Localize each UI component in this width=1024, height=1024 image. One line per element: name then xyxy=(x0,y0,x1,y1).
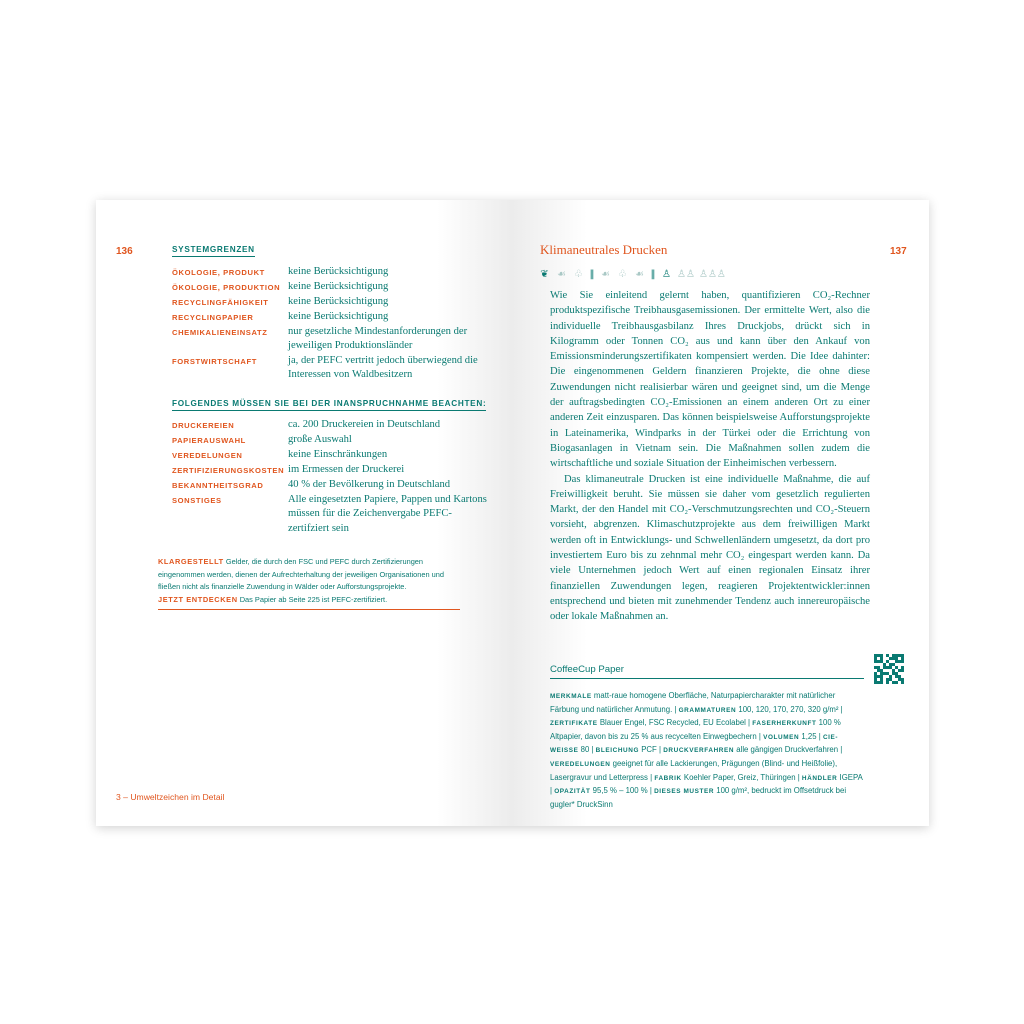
spec-separator: | xyxy=(838,704,843,714)
discover-label: JETZT ENTDECKEN xyxy=(158,594,238,604)
clarified-text: Gelder, die durch den FSC und PEFC durch Zertifizierungen eingenommen werden, dienen der Aufrechterhaltung der jeweiligen Organisationen und fließen nicht als finanzielle Zuwendung in Wälder oder Aufforstungsprojekte. xyxy=(158,557,444,592)
spec-label: VEREDELUNGEN xyxy=(550,760,611,768)
row-value: große Auswahl xyxy=(288,434,352,445)
hand-giving-icon: ☙ xyxy=(635,269,644,280)
row-label: VEREDELUNGEN xyxy=(172,451,243,460)
spec-label: VOLUMEN xyxy=(763,733,800,741)
paper-name: CoffeeCup Paper xyxy=(550,664,864,679)
people-group-icon: ♙♙ xyxy=(677,269,695,280)
paragraph-1: Wie Sie einleitend gelernt haben, quantifizieren CO₂-Rechner produktspezifische Treibhausgasemissionen. Der ermittelte Wert, also die individuelle Treibhausgasbilanz Ihres Druckjobs, drückt sich in Kilogramm oder Tonnen CO₂ aus und kann über den Ankauf von Emissionsminderungszertifikaten kompensiert werden. Die Idee dahinter: Die eingenommenen Geldern finanzieren Projekte, die ohne diese Zuwendungen nicht realisierbar wären und geeignet sind, um die Menge der auftragsbedingten CO₂-Emissionen an einem anderen Ort zu einer anderen Zeit einzusparen. Das können beispielsweise Aufforstungsprojekte in Lateinamerika, Windparks in der Türkei oder die Errichtung von Biogasanlagen in Vietnam sein. Die Maßnahmen sollen zudem die wirtschaftliche und soziale Situation der Einheimischen verbessern. xyxy=(550,290,870,470)
spec-separator: | xyxy=(838,745,843,755)
spec-label: FABRIK xyxy=(654,774,682,782)
hand-icon: ☙ xyxy=(557,269,566,280)
separator-icon: ‖ xyxy=(650,269,656,280)
row-value: im Ermessen der Druckerei xyxy=(288,464,405,475)
row-label: DRUCKEREIEN xyxy=(172,421,235,430)
clarified-label: KLARGESTELLT xyxy=(158,557,224,566)
spec-value: 80 xyxy=(578,745,590,755)
spec-separator: | xyxy=(647,786,655,796)
row-value: keine Einschränkungen xyxy=(288,449,388,460)
leaf-icon: ❦ xyxy=(540,269,549,280)
discover-note xyxy=(158,594,460,607)
page-number-left: 136 xyxy=(116,246,133,257)
spec-separator: | xyxy=(550,786,555,796)
spec-label: HÄNDLER xyxy=(801,774,838,782)
row-label: ÖKOLOGIE, PRODUKTION xyxy=(172,283,281,292)
hand-holding-icon: ☙ xyxy=(601,269,610,280)
row-label: ZERTIFIZIERUNGSKOSTEN xyxy=(172,466,285,475)
right-page xyxy=(512,200,929,826)
spec-value: PCF xyxy=(639,745,657,755)
spec-value: 100 g/m², bedruckt im Offsetdruck bei gugler* DruckSinn xyxy=(550,786,847,809)
row-label: ÖKOLOGIE, PRODUKT xyxy=(172,268,265,277)
qr-code-icon[interactable] xyxy=(874,654,904,684)
spec-value: Koehler Paper, Greiz, Thüringen xyxy=(681,772,796,782)
hands-icon: ♧ xyxy=(574,269,583,280)
hand-open-icon: ♧ xyxy=(618,269,627,280)
main-text xyxy=(550,288,870,625)
spec-separator: | xyxy=(795,772,802,782)
spec-label: FASERHERKUNFT xyxy=(752,720,817,728)
row-value: ca. 200 Druckereien in Deutschland xyxy=(288,419,441,430)
paragraph-2: Das klimaneutrale Drucken ist eine individuelle Maßnahme, die auf Freiwilligkeit beruht. Sie müssen sie daher vom gesetzlich regulierten Markt, der den Handel mit CO₂-Verschmutzungsrechten und CO₂-Steuern vorsieht, abgrenzen. Klimaschutzprojekte aus dem freiwilligen Markt werden oft in Entwicklungs- und Schwellenländern umgesetzt, da dort pro investiertem Euro bis zu zehnmal mehr CO₂ eingespart werden kann. Da viele Unternehmen jedoch Wert auf einen regionalen Einsatz ihrer finanziellen Zuwendungen legen, reagieren Projektentwickler:innen entsprechend und bieten mit zunehmender Tendenz auch innereuropäische oder lokale Maßnahmen an. xyxy=(550,473,870,623)
spec-label: ZERTIFIKATE xyxy=(550,720,598,728)
spec-label: MERKMALE xyxy=(550,693,592,700)
spec-value: 100, 120, 170, 270, 320 g/m² xyxy=(736,704,839,714)
row-label: FORSTWIRTSCHAFT xyxy=(172,357,257,366)
notes-box xyxy=(158,556,460,610)
row-value: 40 % der Bevölkerung in Deutschland xyxy=(288,479,451,490)
row-value: keine Berücksichtigung xyxy=(288,281,389,292)
row-label: RECYCLINGPAPIER xyxy=(172,313,254,322)
left-page xyxy=(96,200,512,826)
spec-label: DRUCKVERFAHREN xyxy=(663,747,735,755)
spec-label: GRAMMATUREN xyxy=(678,706,737,714)
separator-icon: ‖ xyxy=(589,269,595,280)
spec-value: matt-raue homogene Oberfläche, Naturpapiercharakter mit natürlicher Färbung und natürlicher Anmutung. xyxy=(550,691,836,714)
people-crowd-icon: ♙♙♙ xyxy=(699,269,726,280)
spec-separator: | xyxy=(656,745,664,755)
row-value: Alle eingesetzten Papiere, Pappen und Kartons müssen für die Zeichenvergabe PEFC-zertifziert sein xyxy=(288,494,487,534)
row-value: keine Berücksichtigung xyxy=(288,311,389,322)
spec-separator: | xyxy=(745,718,753,728)
discover-text: Das Papier ab Seite 225 ist PEFC-zertifiziert. xyxy=(239,594,388,604)
spec-value: 100 % Altpapier, davon bis zu 25 % aus recycelten Einwegbechern xyxy=(550,718,841,741)
spec-value: Blauer Engel, FSC Recycled, EU Ecolabel xyxy=(597,718,746,728)
spec-label: BLEICHUNG xyxy=(595,747,640,755)
spec-separator: | xyxy=(647,772,655,782)
spec-separator: | xyxy=(816,731,823,741)
row-value: nur gesetzliche Mindestanforderungen der jeweiligen Produktionsländer xyxy=(288,326,468,352)
spec-separator: | xyxy=(589,745,596,755)
row-label: BEKANNTHEITSGRAD xyxy=(172,481,264,490)
system-boundaries-heading: SYSTEMGRENZEN xyxy=(172,245,255,257)
spec-label: CIE-WEISSE xyxy=(550,733,839,755)
spec-label: DIESES MUSTER xyxy=(654,788,715,796)
row-value: keine Berücksichtigung xyxy=(288,296,389,307)
row-label: RECYCLINGFÄHIGKEIT xyxy=(172,298,269,307)
chapter-footer: 3 – Umweltzeichen im Detail xyxy=(116,792,225,802)
spec-value: 95,5 % – 100 % xyxy=(590,786,648,796)
spec-value: geeignet für alle Lackierungen, Prägungen (Blind- und Heißfolie), Lasergravur und Letterpress xyxy=(550,758,838,782)
spec-value: 1,25 xyxy=(799,731,817,741)
row-label: CHEMIKALIENEINSATZ xyxy=(172,328,268,337)
spec-label: OPAZITÄT xyxy=(554,788,591,796)
row-label: SONSTIGES xyxy=(172,496,222,505)
paper-specs xyxy=(550,690,864,811)
clarified-note xyxy=(158,556,460,594)
rating-icon-row xyxy=(538,264,838,282)
considerations-heading: FOLGENDES MÜSSEN SIE BEI DER INANSPRUCHNAHME BEACHTEN: xyxy=(172,399,486,411)
page-title: Klimaneutrales Drucken xyxy=(540,242,668,257)
spec-separator: | xyxy=(756,731,764,741)
row-label: PAPIERAUSWAHL xyxy=(172,436,246,445)
spec-value: IGEPA xyxy=(837,772,863,782)
spec-value: alle gängigen Druckverfahren xyxy=(734,745,839,755)
page-number-right: 137 xyxy=(890,246,907,257)
row-value: keine Berücksichtigung xyxy=(288,266,389,277)
spec-separator: | xyxy=(672,704,679,714)
person-icon: ♙ xyxy=(662,269,671,280)
book-spread xyxy=(96,200,929,826)
row-value: ja, der PEFC vertritt jedoch überwiegend die Interessen von Waldbesitzern xyxy=(288,355,478,381)
